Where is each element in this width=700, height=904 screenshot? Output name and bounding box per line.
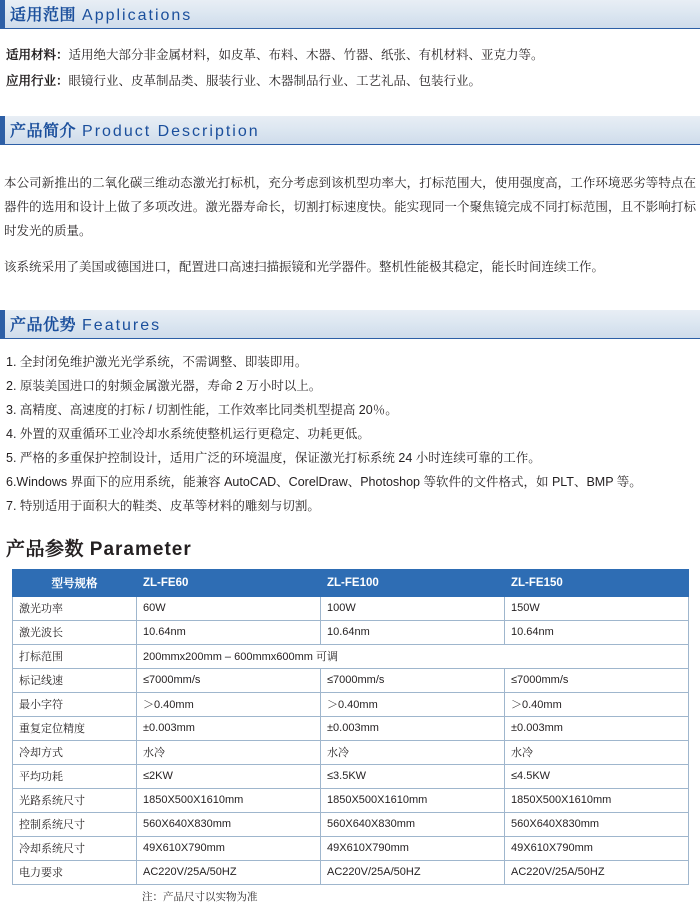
row-value: 10.64nm [137,620,321,644]
row-label: 光路系统尺寸 [13,788,137,812]
feature-item: 4. 外置的双重循环工业冷却水系统使整机运行更稳定、功耗更低。 [6,426,370,441]
row-value: 560X640X830mm [321,812,505,836]
row-value: 1850X500X1610mm [505,788,689,812]
row-value: 1850X500X1610mm [321,788,505,812]
section-title-cn: 产品简介 [10,123,77,140]
applicable-industries-line [6,68,694,94]
table-row [13,740,689,764]
row-value: ±0.003mm [505,716,689,740]
applicable-materials-label: 适用材料： [6,48,69,62]
section-header-accent [0,0,5,28]
row-label: 重复定位精度 [13,716,137,740]
spacer [0,292,700,310]
row-value: 49X610X790mm [321,836,505,860]
row-label: 平均功耗 [13,764,137,788]
section-header-titles [10,2,192,25]
row-value: ≤7000mm/s [321,668,505,692]
feature-item: 2. 原装美国进口的射频金属激光器，寿命 2 万小时以上。 [6,378,322,393]
section-title-cn: 适用范围 [10,7,77,24]
table-row [13,812,689,836]
row-value: 10.64nm [321,620,505,644]
applicable-industries-text: 眼镜行业、皮革制品类、服装行业、木器制品行业、工艺礼品、包装行业。 [68,74,482,88]
parameter-title [0,518,700,569]
section-header-description [0,116,700,146]
row-value: 水冷 [505,740,689,764]
applications-body [0,30,700,94]
section-title-en: Features [82,316,162,334]
row-label: 最小字符 [13,692,137,716]
row-label: 冷却方式 [13,740,137,764]
row-label: 打标范围 [13,644,137,668]
table-header-cell: ZL-FE60 [137,569,321,596]
feature-item: 6.Windows 界面下的应用系统，能兼容 AutoCAD、CorelDraw、Photoshop 等软件的文件格式，如 PLT、BMP 等。 [6,474,642,489]
row-value-merged: 200mmx200mm – 600mmx600mm 可调 [137,644,689,668]
row-value: 10.64nm [505,620,689,644]
row-value: 水冷 [321,740,505,764]
row-value: ＞0.40mm [505,692,689,716]
section-title-en: Applications [82,7,193,24]
row-value: 560X640X830mm [505,812,689,836]
row-value: ≤3.5KW [321,764,505,788]
table-row [13,836,689,860]
row-value: ≤7000mm/s [505,668,689,692]
row-value: 1850X500X1610mm [137,788,321,812]
section-header-accent [0,310,5,338]
description-paragraph-1: 本公司新推出的二氧化碳三维动态激光打标机，充分考虑到该机型功率大，打标范围大，使用强度高，工作环境恶劣等特点在器件的选用和设计上做了多项改进。激光器寿命长，切割打标速度快。能实现同一个聚焦镜完成不同打标范围，且不影响打标时发光的质量。 [4,175,696,238]
row-value: ＞0.40mm [321,692,505,716]
row-value: 49X610X790mm [137,836,321,860]
features-list [0,340,700,518]
row-label: 冷却系统尺寸 [13,836,137,860]
row-value: 100W [321,596,505,620]
applicable-materials-text: 适用绝大部分非金属材料，如皮革、布料、木器、竹器、纸张、有机材料、亚克力等。 [68,48,544,62]
row-value: ≤2KW [137,764,321,788]
table-header-cell: ZL-FE100 [321,569,505,596]
spacer [0,94,700,116]
table-row [13,620,689,644]
applicable-materials-line [6,42,694,68]
table-header-cell: 型号规格 [13,569,137,596]
row-value: 49X610X790mm [505,836,689,860]
table-row [13,692,689,716]
row-value: AC220V/25A/50HZ [321,860,505,884]
row-value: 560X640X830mm [137,812,321,836]
row-value: ＞0.40mm [137,692,321,716]
table-row [13,596,689,620]
row-value: ±0.003mm [137,716,321,740]
parameter-title-cn: 产品参数 [6,538,85,560]
table-row [13,860,689,884]
row-label: 标记线速 [13,668,137,692]
section-header-applications [0,0,700,30]
row-value: ≤7000mm/s [137,668,321,692]
specification-table [12,569,689,885]
row-value: AC220V/25A/50HZ [505,860,689,884]
row-value: AC220V/25A/50HZ [137,860,321,884]
row-value: 150W [505,596,689,620]
section-title-cn: 产品优势 [10,316,77,334]
section-header-accent [0,116,5,144]
row-label: 激光功率 [13,596,137,620]
section-header-features [0,310,700,340]
table-row [13,668,689,692]
table-row [13,716,689,740]
row-value: ±0.003mm [321,716,505,740]
section-header-titles [10,118,260,141]
row-value: ≤4.5KW [505,764,689,788]
table-header-row [13,569,689,596]
section-header-titles [10,312,161,335]
table-row [13,764,689,788]
table-row [13,644,689,668]
row-label: 控制系统尺寸 [13,812,137,836]
feature-item: 3. 高精度、高速度的打标 / 切割性能，工作效率比同类机型提高 20％。 [6,402,398,417]
row-value: 水冷 [137,740,321,764]
description-paragraph-2: 该系统采用了美国或德国进口，配置进口高速扫描振镜和光学器件。整机性能极其稳定，能长时间连续工作。 [4,260,605,274]
feature-item: 5. 严格的多重保护控制设计，适用广泛的环境温度，保证激光打标系统 24 小时连续可靠的工作。 [6,450,541,465]
row-label: 电力要求 [13,860,137,884]
row-label: 激光波长 [13,620,137,644]
table-row [13,788,689,812]
row-value: 60W [137,596,321,620]
section-title-en: Product Description [82,123,260,140]
table-note: 注：产品尺寸以实物为准 [142,890,258,903]
feature-item: 1. 全封闭免维护激光光学系统，不需调整、即装即用。 [6,354,308,369]
parameter-title-en: Parameter [89,538,192,560]
description-body [0,146,700,279]
feature-item: 7. 特别适用于面积大的鞋类、皮革等材料的雕刻与切割。 [6,498,320,513]
table-header-cell: ZL-FE150 [505,569,689,596]
applicable-industries-label: 应用行业： [6,74,69,88]
